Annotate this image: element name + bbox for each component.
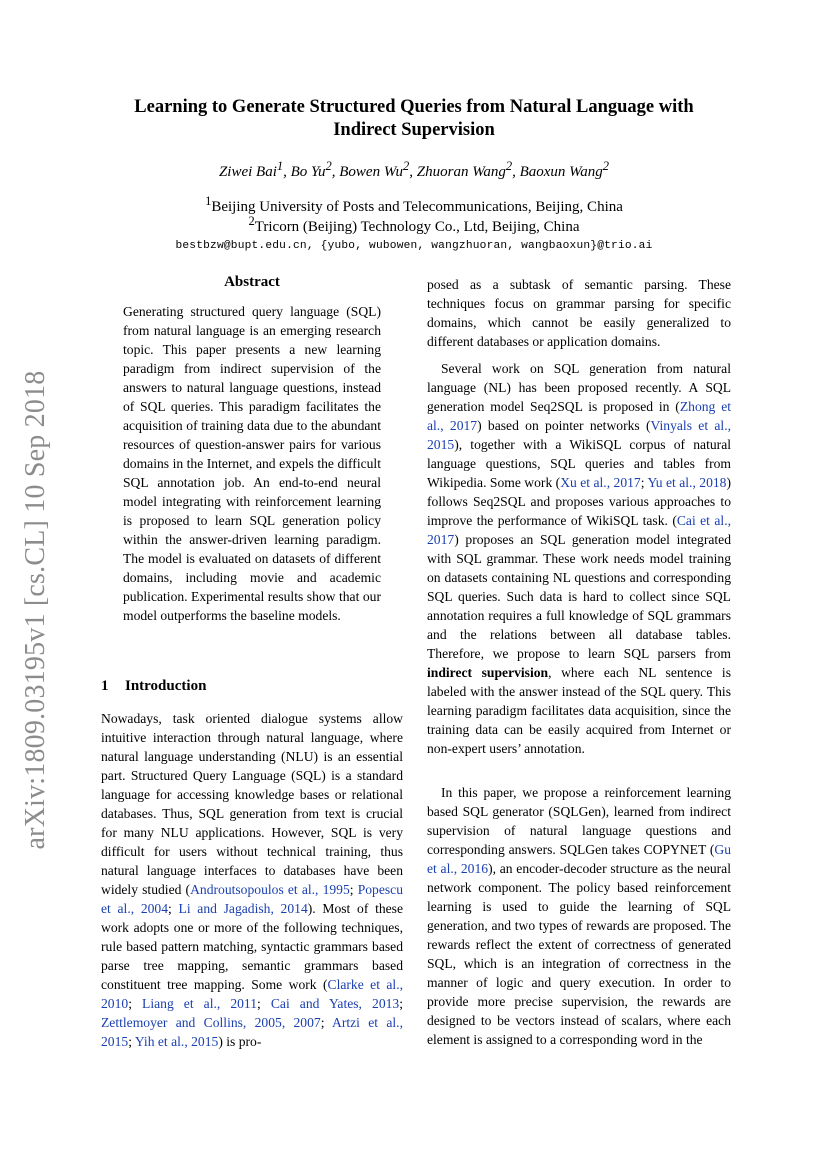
citation-link[interactable]: Gu et al., 2016 <box>427 842 731 876</box>
citation-link[interactable]: Androutsopoulos et al., 1995 <box>190 882 350 897</box>
author-affiliation-marker: 2 <box>505 159 513 173</box>
right-paragraph-continued <box>427 275 731 351</box>
paragraph-text: ; <box>320 1015 333 1030</box>
citation-link[interactable]: Zettlemoyer and Collins, 2005, 2007 <box>101 1015 321 1030</box>
affiliation-text: Beijing University of Posts and Telecommunications, Beijing, China <box>211 199 623 215</box>
paragraph-text: ) follows Seq2SQL and proposes various approaches to improve the performance of WikiSQL task. ( <box>427 475 731 528</box>
author-list: Ziwei Bai$^1$, Bo Yu$^2$, Bowen Wu$^2$, Zhuoran Wang$^2$, Baoxun Wang$^2$ <box>218 159 610 180</box>
citation-link[interactable]: Yu et al., 2018 <box>647 475 727 490</box>
author-name: Bowen Wu <box>339 164 404 180</box>
affiliation-marker: 1 <box>205 194 212 208</box>
paragraph-text: ) proposes an SQL generation model integrated with SQL grammar. These work needs model training on datasets containing NL questions and corresponding SQL queries. Such data is hard to collect since SQL annotation requires a full knowledge of SQL grammars and the relations between all database tables. Therefore, we propose to learn SQL parsers from <box>427 532 731 661</box>
paragraph-text: ; <box>128 996 143 1011</box>
affiliation-marker: 2 <box>248 214 255 228</box>
author-affiliation-marker: 2 <box>602 159 610 173</box>
section-number: 1 <box>101 678 109 694</box>
author-affiliation-marker: 1 <box>276 159 284 173</box>
right-paragraph-contribution <box>427 783 731 1049</box>
author-name: Bo Yu <box>290 164 326 180</box>
paper-title <box>80 96 748 142</box>
citation-link[interactable]: Liang et al., 2011 <box>142 996 258 1011</box>
emphasis-text: indirect supervision <box>427 665 549 680</box>
paragraph-text: ), an encoder-decoder structure as the neural network component. The policy based reinforcement learning is used to guide the learning of SQL generation, and two types of rewards are proposed. The rewards reflect the extent of correctness of generated SQL, which is an integration of correctness in the manner of logic and query execution. In order to provide more precise supervision, the rewards are designed to be vectors instead of scalars, where each element is assigned to a corresponding word in the <box>427 861 731 1047</box>
paragraph-text: ; <box>399 996 403 1011</box>
paragraph-text: Several work on SQL generation from natural language (NL) has been proposed recently. A SQL generation model Seq2SQL is proposed in ( <box>427 361 731 414</box>
citation-link[interactable]: Clarke et al., 2010 <box>101 977 404 1011</box>
citation-link[interactable]: Cai and Yates, 2013 <box>270 996 400 1011</box>
paragraph-text: ; <box>257 996 271 1011</box>
paragraph-text: ; <box>128 1034 135 1049</box>
citation-link[interactable]: Artzi et al., 2015 <box>101 1015 403 1049</box>
abstract-body: Generating structured query language (SQL) from natural language is an emerging research topic. This paper presents a new learning paradigm from indirect supervision of the answers to natural language questions, instead of SQL queries. This paradigm facilitates the acquisition of training data due to the abundant resources of question-answer pairs for various domains in the Internet, and expels the difficult SQL annotation job. An end-to-end neural model integrating with reinforcement learning is proposed to learn SQL generation policy within the answer-driven learning paradigm. The model is evaluated on datasets of different domains, including movie and academic publication. Experimental results show that our model outperforms the baseline models. <box>123 304 381 623</box>
paper-title-line-1: Learning to Generate Structured Queries from Natural Language with <box>134 97 694 117</box>
paragraph-text: , where each NL sentence is labeled with the answer instead of the SQL query. This learning paradigm facilitates data acquisition, since the training data can be easily acquired from Internet or non-expert users’ annotation. <box>427 665 731 756</box>
author-affiliation-marker: 2 <box>325 159 332 173</box>
paragraph-text: ), together with a WikiSQL corpus of natural language questions, SQL queries and tables from Wikipedia. Some work ( <box>427 437 731 490</box>
paragraph-text: Nowadays, task oriented dialogue systems allow intuitive interaction through natural language, where natural language understanding (NLU) is an essential part. Structured Query Language (SQL) is a standard language for accessing knowledge bases or relational databases. Thus, SQL generation from text is crucial for many NLU applications. However, SQL is very difficult for users without technical training, thus natural language interfaces to databases have been widely studied ( <box>101 711 403 897</box>
paragraph-text: In this paper, we propose a reinforcement learning based SQL generator (SQLGen), learned from indirect supervision of natural language questions and corresponding answers. SQLGen takes COPYNET ( <box>427 785 731 857</box>
author-name: Baoxun Wang <box>519 164 603 180</box>
intro-paragraph-1 <box>101 709 403 1051</box>
arxiv-identifier-text: arXiv:1809.03195v1 [cs.CL] 10 Sep 2018 <box>20 370 51 850</box>
citation-link[interactable]: Li and Jagadish, 2014 <box>178 901 308 916</box>
citation-link[interactable]: Yih et al., 2015 <box>134 1034 219 1049</box>
affiliation-2 <box>80 214 748 236</box>
section-heading-introduction <box>101 678 206 695</box>
paper-title-line-2: Indirect Supervision <box>333 120 495 140</box>
affiliation-text: Tricorn (Beijing) Technology Co., Ltd, Beijing, China <box>254 219 580 235</box>
section-title: Introduction <box>125 678 207 694</box>
citation-link[interactable]: Vinyals et al., 2015 <box>427 418 731 452</box>
paragraph-text: posed as a subtask of semantic parsing. These techniques focus on grammar parsing for specific domains, which cannot be easily generalized to different databases or application domains. <box>427 277 731 349</box>
author-affiliation-marker: 2 <box>403 159 410 173</box>
citation-link[interactable]: Cai et al., 2017 <box>427 513 731 547</box>
author-name: Zhuoran Wang <box>416 164 506 180</box>
paragraph-text: ). Most of these work adopts one or more of the following techniques, rule based pattern matching, syntactic grammars based parse tree mapping, semantic grammars based constituent tree mapping. Some work ( <box>101 901 403 992</box>
abstract-heading: Abstract <box>224 274 280 290</box>
paragraph-text: ; <box>349 882 358 897</box>
author-emails: bestbzw@bupt.edu.cn, {yubo, wubowen, wangzhuoran, wangbaoxun}@trio.ai <box>175 240 653 252</box>
author-name: Ziwei Bai <box>218 164 277 180</box>
affiliation-1 <box>80 194 748 216</box>
paragraph-text: ) based on pointer networks ( <box>477 418 651 433</box>
citation-link[interactable]: Xu et al., 2017 <box>560 475 641 490</box>
paragraph-text: ; <box>640 475 648 490</box>
paragraph-text: ; <box>168 901 179 916</box>
right-paragraph-related-work <box>427 359 731 758</box>
citation-link[interactable]: Zhong et al., 2017 <box>427 399 731 433</box>
citation-link[interactable]: Popescu et al., 2004 <box>101 882 403 916</box>
paragraph-text: ) is pro- <box>218 1034 262 1049</box>
